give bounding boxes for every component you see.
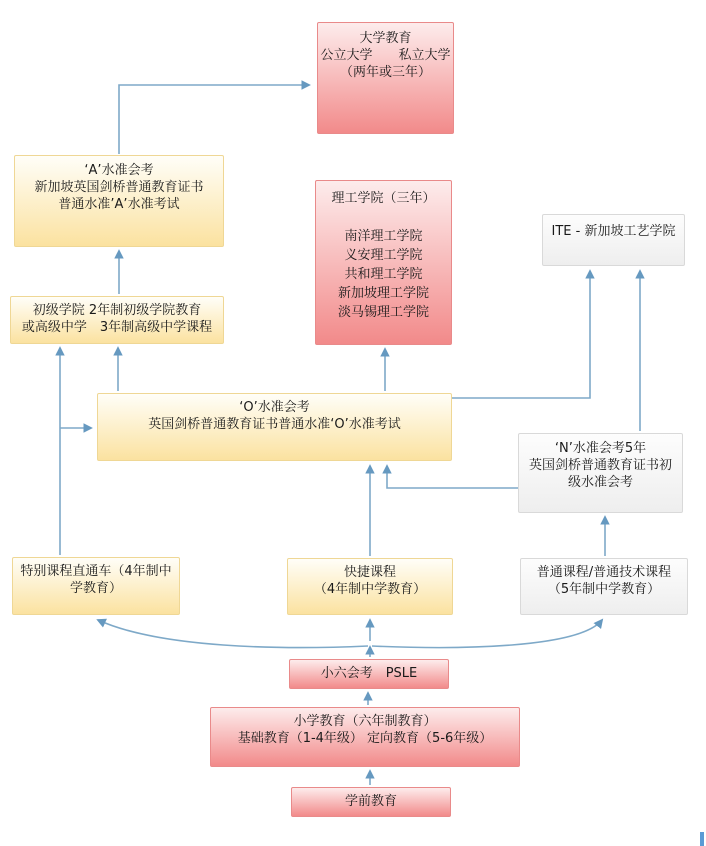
connector-olevel-to-ite [452, 271, 590, 398]
node-line: 基础教育（1-4年级） 定向教育（5-6年级） [237, 731, 493, 746]
node-line: 英国剑桥普通教育证书初 [528, 458, 672, 473]
node-line: 公立大学 私立大学 [320, 48, 451, 63]
node-line: 淡马锡理工学院 [337, 305, 429, 320]
node-line: ITE - 新加坡工艺学院 [551, 224, 676, 239]
node-primary-education [210, 707, 520, 767]
node-line: 特别课程直通车（4年制中 [20, 564, 172, 579]
node-line: 小六会考 PSLE [320, 666, 418, 681]
node-line: 南洋理工学院 [344, 229, 423, 244]
node-line: 大学教育 [359, 31, 412, 46]
node-line: 共和理工学院 [344, 267, 423, 282]
node-line: 级水准会考 [567, 475, 633, 490]
node-express-course [287, 558, 453, 615]
node-line: 新加坡英国剑桥普通教育证书 [34, 180, 204, 195]
node-line: （两年或三年） [339, 65, 431, 80]
node-line: ‘A’水准会考 [84, 163, 154, 178]
node-line: 普通课程/普通技术课程 [536, 565, 672, 580]
node-line: 义安理工学院 [344, 248, 423, 263]
corner-mark [700, 832, 704, 846]
connector-psle-to-normal-curve [372, 620, 602, 648]
node-junior-college [10, 296, 224, 344]
node-line: 学前教育 [344, 794, 397, 809]
node-line: 理工学院（三年） [331, 191, 436, 206]
node-line: （5年制中学教育） [547, 582, 661, 597]
node-line: 小学教育（六年制教育） [293, 714, 437, 729]
node-university-education [317, 22, 454, 134]
node-line: 普通水准’A’水准考试 [58, 197, 180, 212]
connector-alevel-to-university [119, 85, 309, 154]
node-psle-exam [289, 659, 449, 689]
node-line: 新加坡理工学院 [337, 286, 429, 301]
node-o-level-exam [97, 393, 452, 461]
connector-psle-to-special-curve [98, 620, 368, 648]
node-line: ‘N’水准会考5年 [554, 441, 647, 456]
node-line: 初级学院 2年制初级学院教育 [32, 303, 202, 318]
connector-nlevel-to-olevel [387, 466, 518, 488]
node-line: 快捷课程 [343, 565, 396, 580]
node-line: 或高级中学 3年制高级中学课程 [21, 320, 213, 335]
node-line: 英国剑桥普通教育证书普通水准‘O’水准考试 [148, 417, 401, 432]
node-preschool-education [291, 787, 451, 817]
node-line: （4年制中学教育） [313, 582, 427, 597]
node-line: ‘O’水准会考 [239, 400, 310, 415]
node-ite [542, 214, 685, 266]
node-line [316, 208, 451, 227]
node-normal-course [520, 558, 688, 615]
node-a-level-exam [14, 155, 224, 247]
node-polytechnic [315, 180, 452, 345]
node-special-course [12, 557, 180, 615]
node-n-level-exam [518, 433, 683, 513]
node-line: 学教育） [69, 581, 122, 596]
